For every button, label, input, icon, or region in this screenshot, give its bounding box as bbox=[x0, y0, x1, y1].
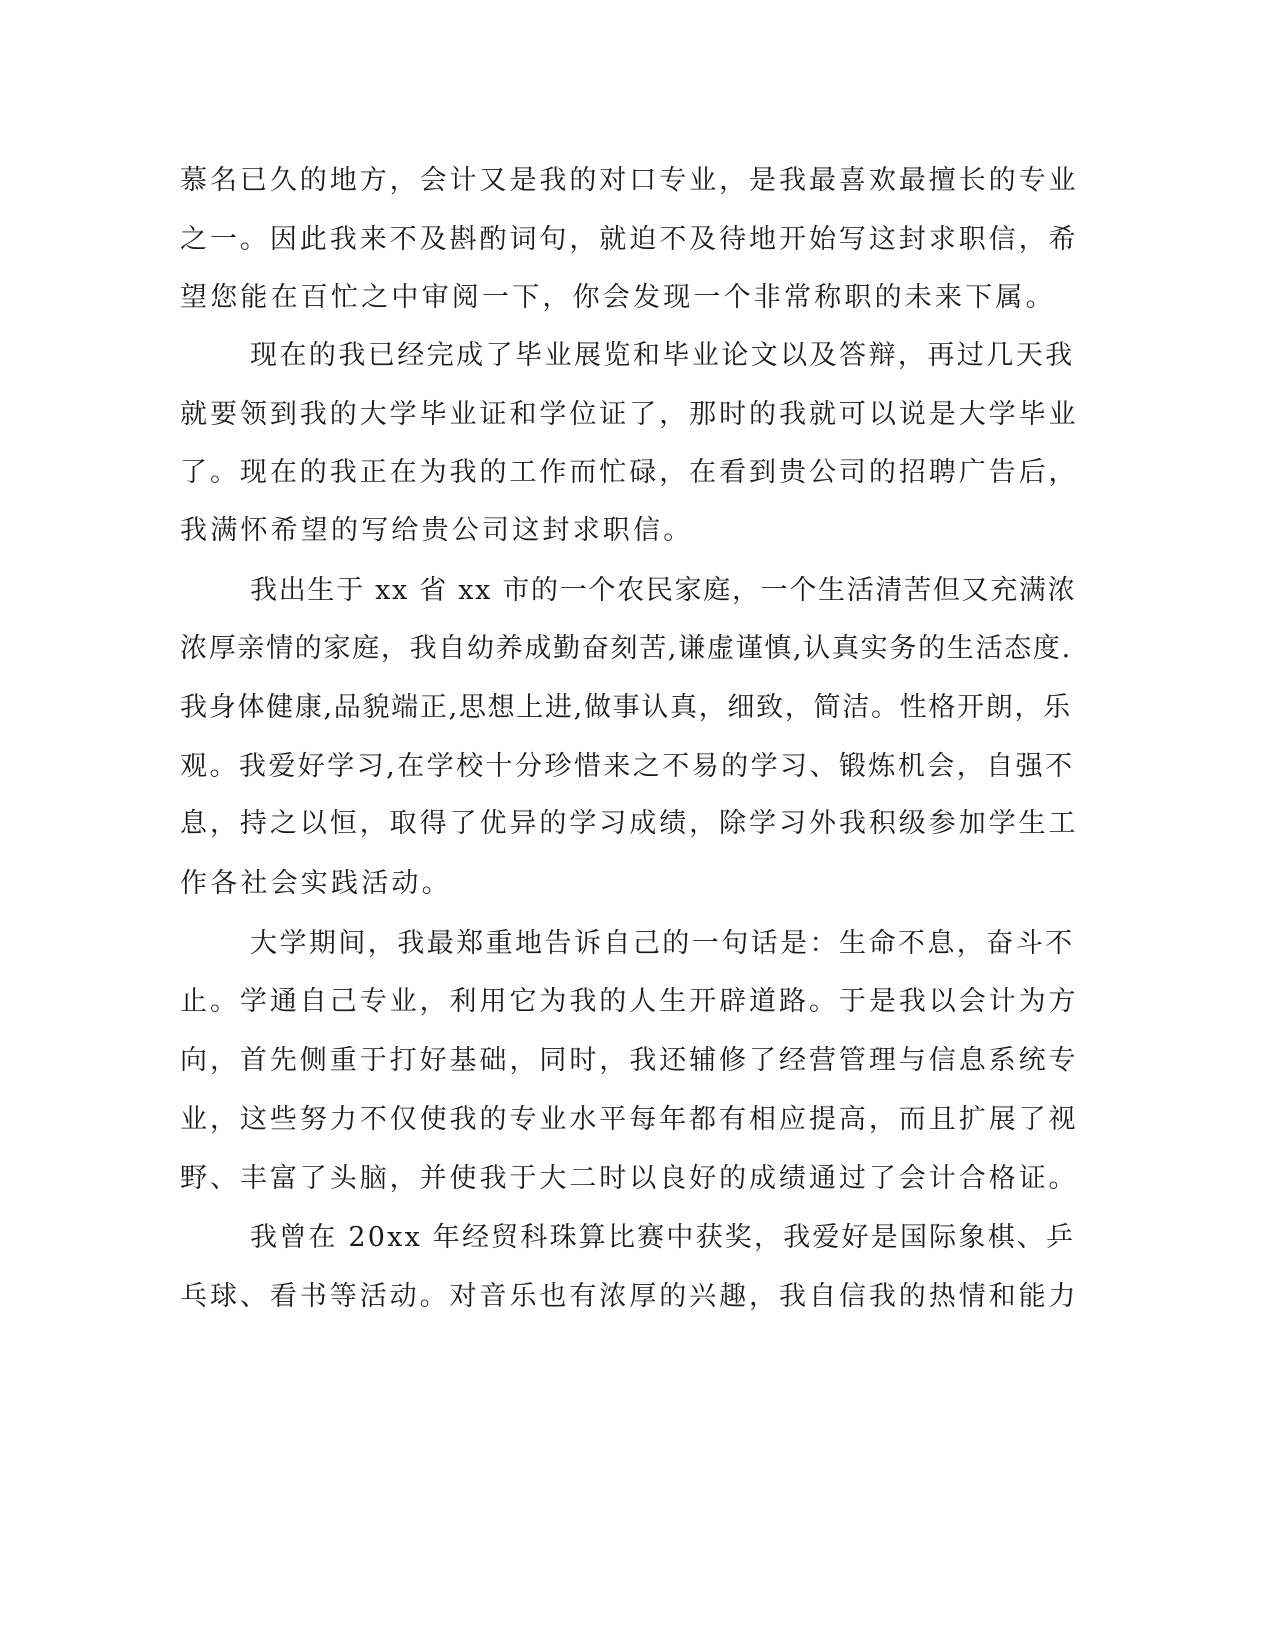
paragraph-first-line: 我曾在 20xx 年经贸科珠算比赛中获奖，我爱好是国际象棋、乒 bbox=[250, 1222, 1076, 1253]
text-line: 息，持之以恒，取得了优异的学习成绩，除学习外我积级参加学生工 bbox=[180, 808, 1079, 839]
text-line: 野、丰富了头脑，并使我于大二时以良好的成绩通过了会计合格证。 bbox=[180, 1163, 1079, 1194]
text-line: 浓厚亲情的家庭，我自幼养成勤奋刻苦,谦虚谨慎,认真实务的生活态度. bbox=[180, 633, 1072, 664]
text-line: 我满怀希望的写给贵公司这封求职信。 bbox=[180, 515, 694, 546]
text-line: 向，首先侧重于打好基础，同时，我还辅修了经营管理与信息系统专 bbox=[180, 1045, 1079, 1076]
text-line: 观。我爱好学习,在学校十分珍惜来之不易的学习、锻炼机会，自强不 bbox=[180, 751, 1075, 782]
paragraph-first-line: 现在的我已经完成了毕业展览和毕业论文以及答辩，再过几天我 bbox=[250, 340, 1075, 371]
text-line: 就要领到我的大学毕业证和学位证了，那时的我就可以说是大学毕业 bbox=[180, 399, 1079, 430]
paragraph-first-line: 大学期间，我最郑重地告诉自己的一句话是：生命不息，奋斗不 bbox=[250, 928, 1075, 959]
text-line: 之一。因此我来不及斟酌词句，就迫不及待地开始写这封求职信，希 bbox=[180, 224, 1079, 255]
text-line: 了。现在的我正在为我的工作而忙碌，在看到贵公司的招聘广告后， bbox=[180, 457, 1079, 488]
text-line: 业，这些努力不仅使我的专业水平每年都有相应提高，而且扩展了视 bbox=[180, 1104, 1079, 1135]
paragraph-first-line: 我出生于 xx 省 xx 市的一个农民家庭，一个生活清苦但又充满浓 bbox=[250, 575, 1077, 606]
text-line: 作各社会实践活动。 bbox=[180, 868, 452, 899]
text-line: 望您能在百忙之中审阅一下，你会发现一个非常称职的未来下属。 bbox=[180, 282, 1056, 313]
text-line: 慕名已久的地方，会计又是我的对口专业，是我最喜欢最擅长的专业 bbox=[180, 165, 1079, 196]
text-line: 乓球、看书等活动。对音乐也有浓厚的兴趣，我自信我的热情和能力 bbox=[180, 1281, 1079, 1312]
text-line: 止。学通自己专业，利用它为我的人生开辟道路。于是我以会计为方 bbox=[180, 986, 1079, 1017]
text-line: 我身体健康,品貌端正,思想上进,做事认真，细致，简洁。性格开朗，乐 bbox=[180, 692, 1072, 723]
